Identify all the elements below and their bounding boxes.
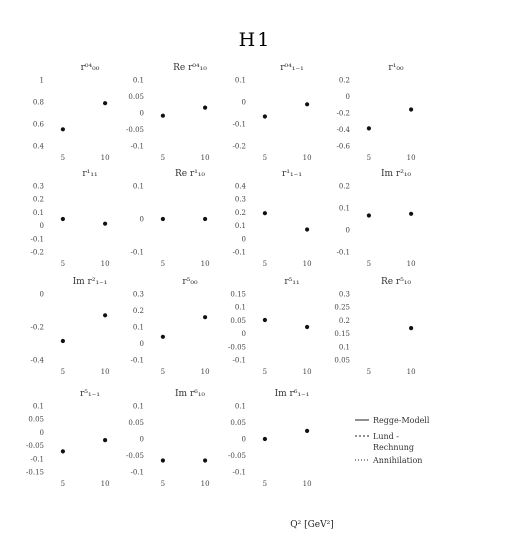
panel-9: [31, 277, 110, 376]
y-tick-label: 0.1: [338, 343, 350, 352]
x-tick-label: 5: [366, 260, 372, 268]
y-tick-label: -0.1: [232, 248, 246, 257]
panel-title: r⁵₁₋₁: [80, 389, 100, 399]
y-tick-label: 0.05: [128, 93, 144, 101]
panel-title: Im r⁶₁₋₁: [274, 389, 310, 399]
x-tick-label: 5: [160, 154, 166, 162]
y-tick-label: 0.3: [338, 290, 350, 299]
y-tick-label: 0.2: [338, 316, 350, 325]
y-tick-label: -0.05: [26, 442, 44, 451]
panel-13: [26, 389, 110, 488]
data-point: [161, 335, 165, 339]
panel-title: r⁵₁₁: [284, 277, 300, 287]
y-tick-label: 0: [345, 226, 350, 235]
y-tick-label: 0.3: [234, 195, 246, 204]
y-tick-label: 0: [241, 235, 246, 244]
y-tick-label: 0.1: [338, 204, 350, 213]
y-tick-label: 0: [241, 98, 246, 107]
y-tick-label: -0.05: [228, 452, 246, 460]
x-tick-label: 5: [262, 480, 268, 488]
y-tick-label: 0.1: [132, 402, 144, 411]
y-tick-label: -0.1: [130, 356, 144, 365]
y-tick-label: 0.05: [230, 419, 246, 427]
y-tick-label: 0.3: [32, 182, 44, 191]
y-tick-label: 0.05: [230, 316, 246, 325]
legend: [355, 416, 430, 465]
y-tick-label: 0: [241, 330, 246, 339]
panel-title: Re r⁵₁₀: [380, 277, 412, 287]
panel-1: [33, 63, 110, 162]
y-tick-label: 0: [39, 290, 44, 299]
x-tick-label: 5: [366, 154, 372, 162]
y-tick-label: 0.4: [32, 142, 44, 151]
y-tick-label: -0.15: [26, 468, 44, 477]
y-tick-label: 0: [39, 222, 44, 231]
data-point: [103, 438, 107, 442]
x-tick-label: 10: [302, 260, 312, 268]
data-point: [409, 107, 413, 111]
data-point: [305, 325, 309, 329]
data-point: [203, 458, 207, 462]
y-tick-label: 0.05: [128, 419, 144, 427]
data-point: [263, 318, 267, 322]
y-tick-label: -0.6: [336, 142, 350, 151]
data-point: [61, 449, 65, 453]
panel-title: Re r⁰⁴₁₀: [173, 63, 207, 73]
y-tick-label: -0.2: [30, 248, 44, 257]
x-tick-label: 5: [60, 480, 66, 488]
y-tick-label: -0.1: [232, 468, 246, 477]
y-tick-label: 0: [139, 215, 144, 224]
x-tick-label: 10: [100, 368, 110, 376]
y-tick-label: -0.1: [232, 120, 246, 129]
data-point: [61, 339, 65, 343]
x-tick-label: 10: [406, 368, 416, 376]
panel-14: [126, 389, 210, 488]
data-point: [203, 106, 207, 110]
data-point: [263, 211, 267, 215]
x-tick-label: 10: [200, 480, 210, 488]
x-tick-label: 5: [160, 260, 166, 268]
y-tick-label: -0.05: [126, 126, 144, 134]
y-tick-label: 0: [345, 93, 350, 101]
y-tick-label: -0.1: [232, 356, 246, 365]
data-point: [409, 212, 413, 216]
y-tick-label: 0.1: [132, 323, 144, 332]
data-point: [367, 213, 371, 217]
panel-title: Im r⁶₁₀: [174, 389, 206, 399]
data-point: [305, 227, 309, 231]
x-tick-label: 10: [302, 154, 312, 162]
x-axis-label: Q² [GeV²]: [290, 520, 334, 530]
y-tick-label: -0.05: [126, 452, 144, 460]
x-tick-label: 5: [160, 480, 166, 488]
y-tick-label: 0.1: [32, 208, 44, 217]
x-tick-label: 5: [60, 154, 66, 162]
x-tick-label: 10: [200, 368, 210, 376]
y-tick-label: 0: [139, 340, 144, 348]
panel-8: [337, 169, 416, 268]
y-tick-label: 0.1: [132, 76, 144, 85]
y-tick-label: -0.1: [130, 248, 144, 257]
data-point: [61, 217, 65, 221]
y-tick-label: 0.1: [132, 182, 144, 191]
data-point: [409, 326, 413, 330]
data-point: [161, 458, 165, 462]
y-tick-label: -0.2: [30, 323, 44, 332]
y-tick-label: 1: [39, 76, 44, 85]
x-tick-label: 10: [100, 260, 110, 268]
x-tick-label: 10: [200, 154, 210, 162]
y-tick-label: 0.1: [234, 402, 246, 411]
panel-10: [131, 277, 210, 376]
y-tick-label: -0.2: [232, 142, 246, 151]
panel-6: [131, 169, 210, 268]
y-tick-label: -0.2: [336, 109, 350, 118]
y-tick-label: 0.05: [334, 356, 350, 365]
y-tick-label: 0.2: [234, 208, 246, 217]
panel-2: [126, 63, 210, 162]
data-point: [103, 313, 107, 317]
y-tick-label: 0.2: [338, 76, 350, 85]
y-tick-label: 0.1: [234, 303, 246, 312]
y-tick-label: -0.05: [228, 343, 246, 352]
x-tick-label: 10: [302, 480, 312, 488]
y-tick-label: 0.3: [132, 290, 144, 299]
legend-label: Regge-Modell: [373, 416, 430, 425]
panel-3: [233, 63, 312, 162]
y-tick-label: 0: [139, 109, 144, 118]
panel-title: r⁰⁴₀₀: [80, 63, 100, 73]
x-tick-label: 10: [406, 154, 416, 162]
y-tick-label: 0.8: [32, 98, 44, 107]
x-tick-label: 10: [406, 260, 416, 268]
panel-11: [228, 277, 312, 376]
data-point: [61, 127, 65, 131]
x-tick-label: 5: [60, 260, 66, 268]
x-tick-label: 5: [262, 368, 268, 376]
panel-title: Im r²₁₀: [380, 169, 412, 179]
data-point: [263, 437, 267, 441]
panel-grid: [26, 63, 416, 488]
y-tick-label: -0.1: [336, 248, 350, 257]
panel-4: [337, 63, 416, 162]
y-tick-label: 0: [39, 428, 44, 437]
panel-title: r¹₁₋₁: [282, 169, 302, 179]
y-tick-label: 0.25: [334, 303, 350, 312]
figure-title: H1: [238, 29, 272, 51]
legend-label: Annihilation: [373, 456, 423, 465]
data-point: [305, 429, 309, 433]
y-tick-label: 0.4: [234, 182, 246, 191]
data-point: [203, 315, 207, 319]
data-point: [305, 102, 309, 106]
data-point: [367, 126, 371, 130]
x-tick-label: 5: [262, 260, 268, 268]
data-point: [263, 114, 267, 118]
y-tick-label: 0.1: [234, 76, 246, 85]
y-tick-label: -0.4: [30, 356, 44, 365]
x-tick-label: 10: [302, 368, 312, 376]
y-tick-label: 0.1: [32, 402, 44, 411]
data-point: [161, 114, 165, 118]
data-point: [103, 222, 107, 226]
panel-title: Im r²₁₋₁: [72, 277, 108, 287]
y-tick-label: 0.6: [32, 120, 44, 129]
y-tick-label: 0.2: [132, 307, 144, 315]
y-tick-label: -0.1: [30, 235, 44, 244]
y-tick-label: 0: [241, 435, 246, 444]
panel-15: [228, 389, 312, 488]
panel-title: r¹₀₀: [388, 63, 404, 73]
y-tick-label: -0.4: [336, 126, 350, 134]
data-point: [161, 217, 165, 221]
y-tick-label: 0.2: [32, 195, 44, 204]
x-tick-label: 5: [262, 154, 268, 162]
y-tick-label: -0.1: [30, 455, 44, 464]
panel-7: [233, 169, 312, 268]
x-tick-label: 10: [100, 480, 110, 488]
y-tick-label: 0.1: [234, 222, 246, 231]
panel-title: r⁰⁴₁₋₁: [280, 63, 304, 73]
y-tick-label: -0.1: [130, 468, 144, 477]
x-tick-label: 10: [100, 154, 110, 162]
y-tick-label: 0.15: [334, 330, 350, 339]
data-point: [203, 217, 207, 221]
y-tick-label: -0.1: [130, 142, 144, 151]
x-tick-label: 10: [200, 260, 210, 268]
y-tick-label: 0.2: [338, 182, 350, 191]
data-point: [103, 101, 107, 105]
panel-5: [31, 169, 110, 268]
panel-title: Re r¹₁₀: [174, 169, 206, 179]
panel-title: r¹₁₁: [82, 169, 98, 179]
panel-title: r⁵₀₀: [182, 277, 198, 287]
legend-label: Lund -Rechnung: [373, 432, 414, 452]
y-tick-label: 0.05: [28, 415, 44, 424]
panel-12: [334, 277, 415, 376]
x-tick-label: 5: [160, 368, 166, 376]
y-tick-label: 0: [139, 435, 144, 444]
x-tick-label: 5: [366, 368, 372, 376]
y-tick-label: 0.15: [230, 290, 246, 299]
x-tick-label: 5: [60, 368, 66, 376]
